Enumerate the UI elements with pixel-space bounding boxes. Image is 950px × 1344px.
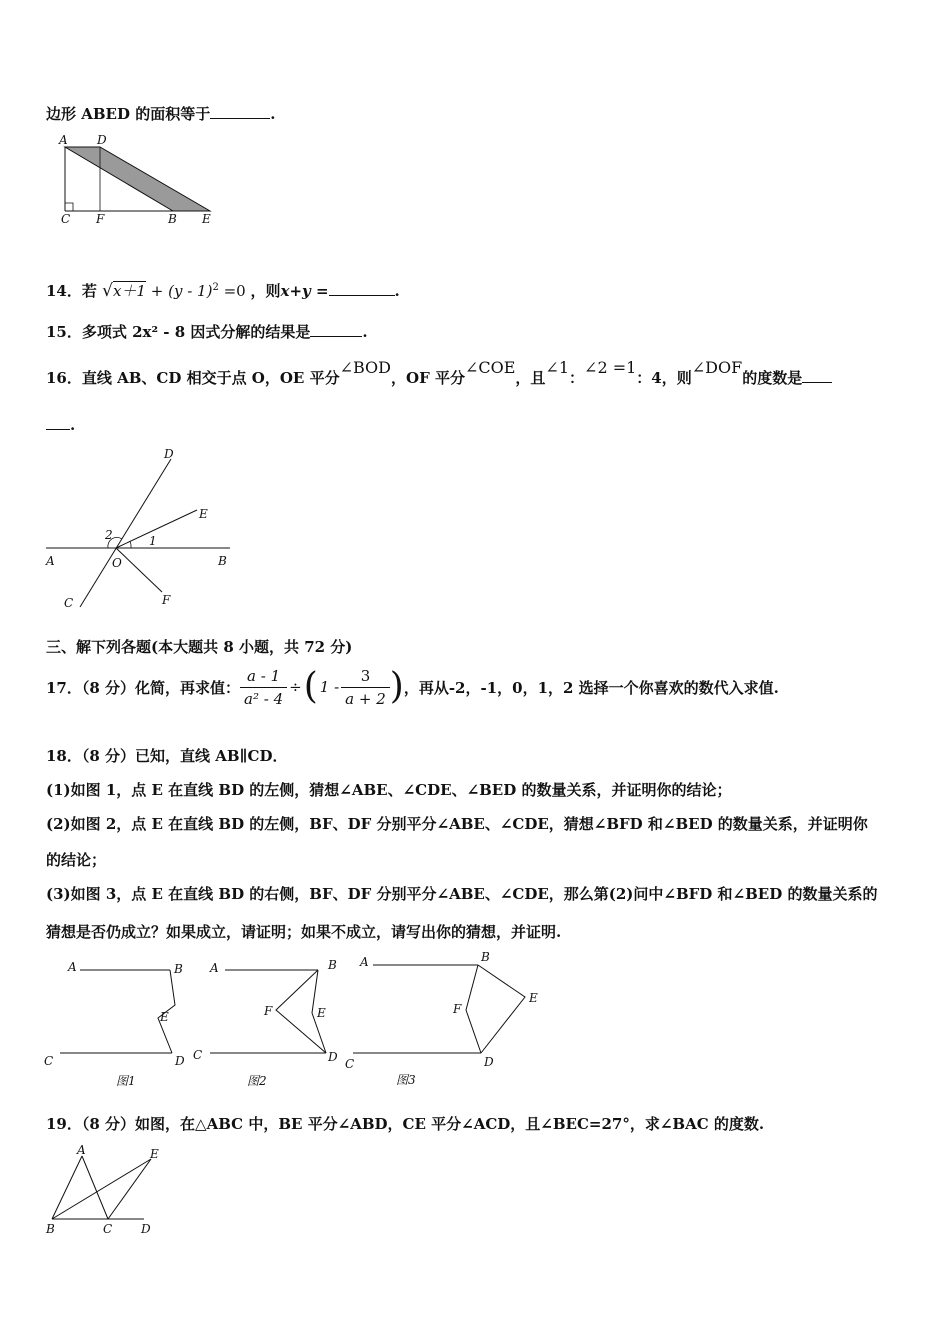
q13-figure: [55, 133, 225, 233]
q13-label-a: A: [59, 133, 68, 147]
q18-p3a-text: (3)如图 3，点 E 在直线 BD 的右侧，BF、DF 分别平分∠ABE、∠CDE，那么第(2)问中∠BFD 和∠BED 的数量关系的: [46, 885, 878, 903]
fig3-label-b: B: [481, 950, 490, 964]
fig1-label-c: C: [44, 1054, 54, 1068]
q18-p3b-text: 猜想是否仍成立？如果成立，请证明；如果不成立，请写出你的猜想，并证明.: [46, 923, 562, 941]
q16-label-b: B: [218, 554, 227, 568]
q18-p3a: [46, 883, 877, 904]
q16-label-1: 1: [149, 534, 157, 548]
q17-numerator-2: 3: [341, 667, 390, 688]
q16-label-e: E: [199, 507, 208, 521]
q18-intro: [46, 745, 287, 766]
q14-then: ，则: [250, 282, 281, 300]
q17-denominator-2: a + 2: [345, 689, 386, 708]
q19: [46, 1113, 764, 1134]
q14-tail: .: [394, 282, 400, 300]
q19-label-b: B: [46, 1222, 55, 1236]
q13-statement: 边形 ABED 的面积等于: [46, 105, 211, 123]
answer-blank: [802, 368, 832, 383]
q17-denominator: a² - 4: [244, 689, 284, 708]
q18-p2a-text: (2)如图 2，点 E 在直线 BD 的左侧，BF、DF 分别平分∠ABE、∠CDE，猜想∠BFD 和∠BED 的数量关系，并证明你: [46, 815, 868, 833]
q18-p2a: [46, 813, 868, 834]
fig2-label-d: D: [328, 1050, 338, 1064]
q16-label-2: 2: [105, 528, 113, 542]
q19-label-a: A: [77, 1143, 86, 1157]
q19-label-d: D: [141, 1222, 151, 1236]
fig3-caption: 图3: [396, 1073, 416, 1087]
q18-intro-text: 18．（8 分）已知，直线 AB∥CD．: [46, 747, 288, 765]
q17-right-paren: ): [389, 666, 404, 707]
fig1-label-e: E: [160, 1010, 169, 1024]
q16-figure: [44, 442, 244, 617]
q18-p2b-text: 的结论；: [46, 851, 107, 869]
answer-blank: [210, 104, 270, 119]
q16-cont: [46, 415, 75, 434]
q17-one-minus: 1 -: [319, 678, 340, 696]
q17: [46, 662, 779, 712]
q16-label-d: D: [164, 447, 174, 461]
q17-suffix: ，再从-2，-1，0，1，2 选择一个你喜欢的数代入求值.: [403, 678, 779, 697]
q14-plus: +: [150, 282, 164, 300]
q13-label-f: F: [96, 212, 105, 226]
q18-figure-2: [190, 955, 350, 1095]
q13-text: [46, 103, 275, 124]
fig2-label-f: F: [264, 1004, 273, 1018]
q18-p3b: [46, 921, 561, 942]
q13-label-e: E: [202, 212, 211, 226]
q14-sqrt-expr: x＋1: [112, 282, 146, 300]
q16-label-a: A: [46, 554, 55, 568]
q17-div: ÷: [289, 678, 302, 696]
section3-title: [46, 636, 352, 657]
q18-figure-3: [343, 950, 553, 1090]
q16-angle-1: ∠1: [545, 358, 570, 377]
fig3-label-d: D: [484, 1055, 494, 1069]
q17-fraction: [240, 667, 287, 708]
q16-label-o: O: [112, 556, 122, 570]
fig2-label-a: A: [210, 961, 219, 975]
q17-numerator: a - 1: [240, 667, 287, 688]
q18-p1: [46, 779, 731, 800]
q13-label-c: C: [61, 212, 71, 226]
fig1-caption: 图1: [116, 1074, 136, 1088]
q14: [46, 280, 400, 301]
q16-label-f: F: [162, 593, 171, 607]
q16: [46, 358, 832, 388]
q16-part4: ：4，则: [636, 369, 692, 387]
fig3-label-f: F: [453, 1002, 462, 1016]
q17-prefix: 17．（8 分）化简，再求值：: [46, 678, 241, 697]
q16-part2: ，OF 平分: [391, 369, 465, 387]
q18-p2b: [46, 849, 106, 870]
q16-angle-dof: ∠DOF: [691, 358, 743, 377]
q14-exp: 2: [212, 282, 219, 293]
fig3-label-c: C: [345, 1057, 355, 1071]
fig1-label-d: D: [175, 1054, 185, 1068]
q19-label-e: E: [150, 1147, 159, 1161]
q16-label-c: C: [64, 596, 74, 610]
q13-label-d: D: [97, 133, 107, 147]
section3-heading: 三、解下列各题(本大题共 8 小题，共 72 分): [46, 638, 353, 656]
fig1-label-b: B: [174, 962, 183, 976]
q15-tail: .: [362, 323, 368, 341]
q13-tail: .: [270, 105, 276, 123]
q18-figure-1: [40, 955, 203, 1095]
q19-label-c: C: [103, 1222, 113, 1236]
answer-blank: [46, 415, 70, 430]
fig2-label-c: C: [193, 1048, 203, 1062]
q14-prefix: 14．若: [46, 282, 97, 300]
q19-figure: [44, 1140, 174, 1240]
q16-angle-coe: ∠COE: [464, 358, 516, 377]
fig3-label-a: A: [360, 955, 369, 969]
q18-p1-text: (1)如图 1，点 E 在直线 BD 的左侧，猜想∠ABE、∠CDE、∠BED 的数量关系，并证明你的结论；: [46, 781, 732, 799]
q16-part1: 16．直线 AB、CD 相交于点 O，OE 平分: [46, 369, 340, 387]
q13-label-b: B: [168, 212, 177, 226]
q16-part5: 的度数是: [742, 369, 803, 387]
answer-blank: [329, 281, 395, 296]
q14-eq: =0: [223, 282, 246, 300]
q16-tail: .: [70, 416, 76, 434]
q15-statement: 15．多项式 2x² - 8 因式分解的结果是: [46, 323, 311, 341]
q14-xy: x+y =: [280, 282, 329, 300]
fig2-label-e: E: [317, 1006, 326, 1020]
fig2-caption: 图2: [247, 1074, 267, 1088]
fig1-label-a: A: [68, 960, 77, 974]
fig2-label-b: B: [328, 958, 337, 972]
q16-angle-2: ∠2 =1: [584, 358, 637, 377]
q14-math: √x＋1 + (y - 1)$^2$ =0: [102, 281, 246, 301]
fig3-label-e: E: [529, 991, 538, 1005]
q17-fraction-2: [341, 667, 390, 708]
q16-colon: ：: [569, 369, 585, 387]
q17-left-paren: (: [303, 666, 318, 707]
q16-part3: ，且: [515, 369, 546, 387]
q16-angle-bod: ∠BOD: [339, 358, 391, 377]
answer-blank: [310, 322, 362, 337]
q14-paren: (y - 1): [168, 282, 213, 300]
q19-statement: 19．（8 分）如图，在△ABC 中，BE 平分∠ABD，CE 平分∠ACD，且∠BEC=27°，求∠BAC 的度数.: [46, 1115, 765, 1133]
q15: [46, 321, 368, 342]
